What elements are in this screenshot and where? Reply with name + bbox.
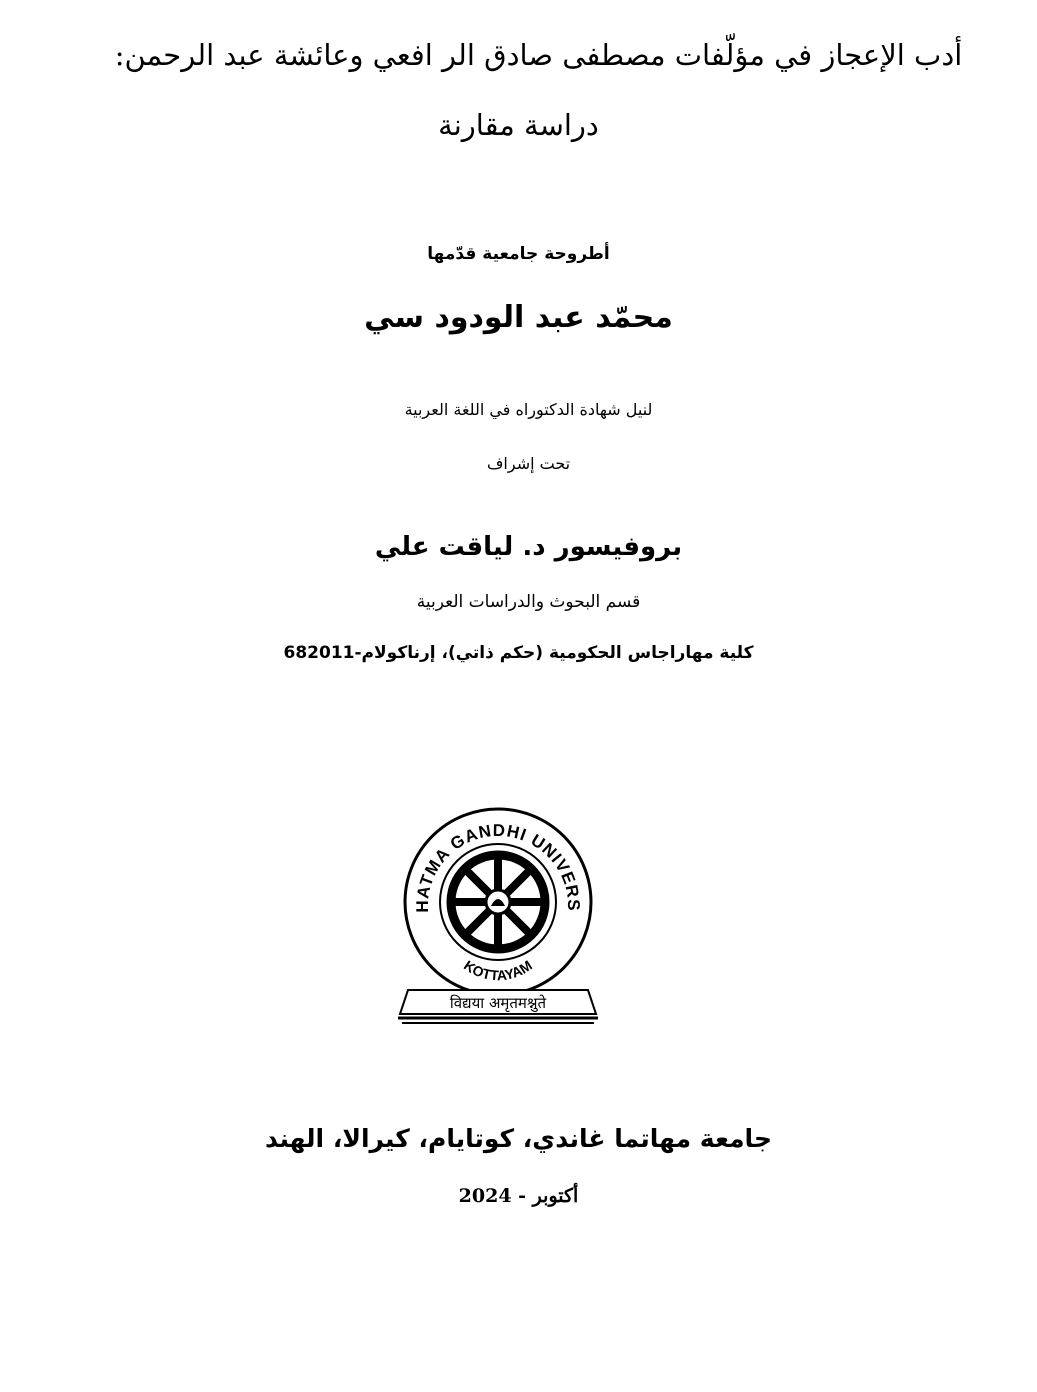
- department-name: قسم البحوث والدراسات العربية: [416, 592, 641, 612]
- degree-statement: لنيل شهادة الدكتوراه في اللغة العربية: [404, 400, 653, 419]
- thesis-title-line-2: دراسة مقارنة: [438, 108, 599, 142]
- presented-by-label: أطروحة جامعية قدّمها: [427, 244, 610, 264]
- svg-text:KOTTAYAM: KOTTAYAM: [461, 956, 535, 984]
- svg-text:विद्यया अमृतमश्नुते: विद्यया अमृतमश्नुते: [449, 994, 547, 1012]
- submission-date: أكتوبر - 2024: [458, 1185, 579, 1207]
- university-logo: [388, 802, 608, 1032]
- university-name: جامعة مهاتما غاندي، كوتايام، كيرالا، الهند: [265, 1124, 772, 1153]
- author-name: محمّد عبد الودود سي: [364, 300, 673, 335]
- thesis-title-line-1: أدب الإعجاز في مؤلّفات مصطفى صادق الر افعي وعائشة عبد الرحمن:: [114, 38, 963, 72]
- wheel-emblem-icon: [388, 802, 608, 1032]
- supervisor-name: بروفيسور د. لياقت علي: [374, 532, 683, 562]
- college-name: كلية مهاراجاس الحكومية (حكم ذاتي)، إرناكولام-682011: [283, 643, 754, 663]
- svg-text:MAHATMA GANDHI UNIVERSITY: HATMA GANDHI UNIVERS: [412, 820, 584, 913]
- supervision-label: تحت إشراف: [486, 454, 571, 473]
